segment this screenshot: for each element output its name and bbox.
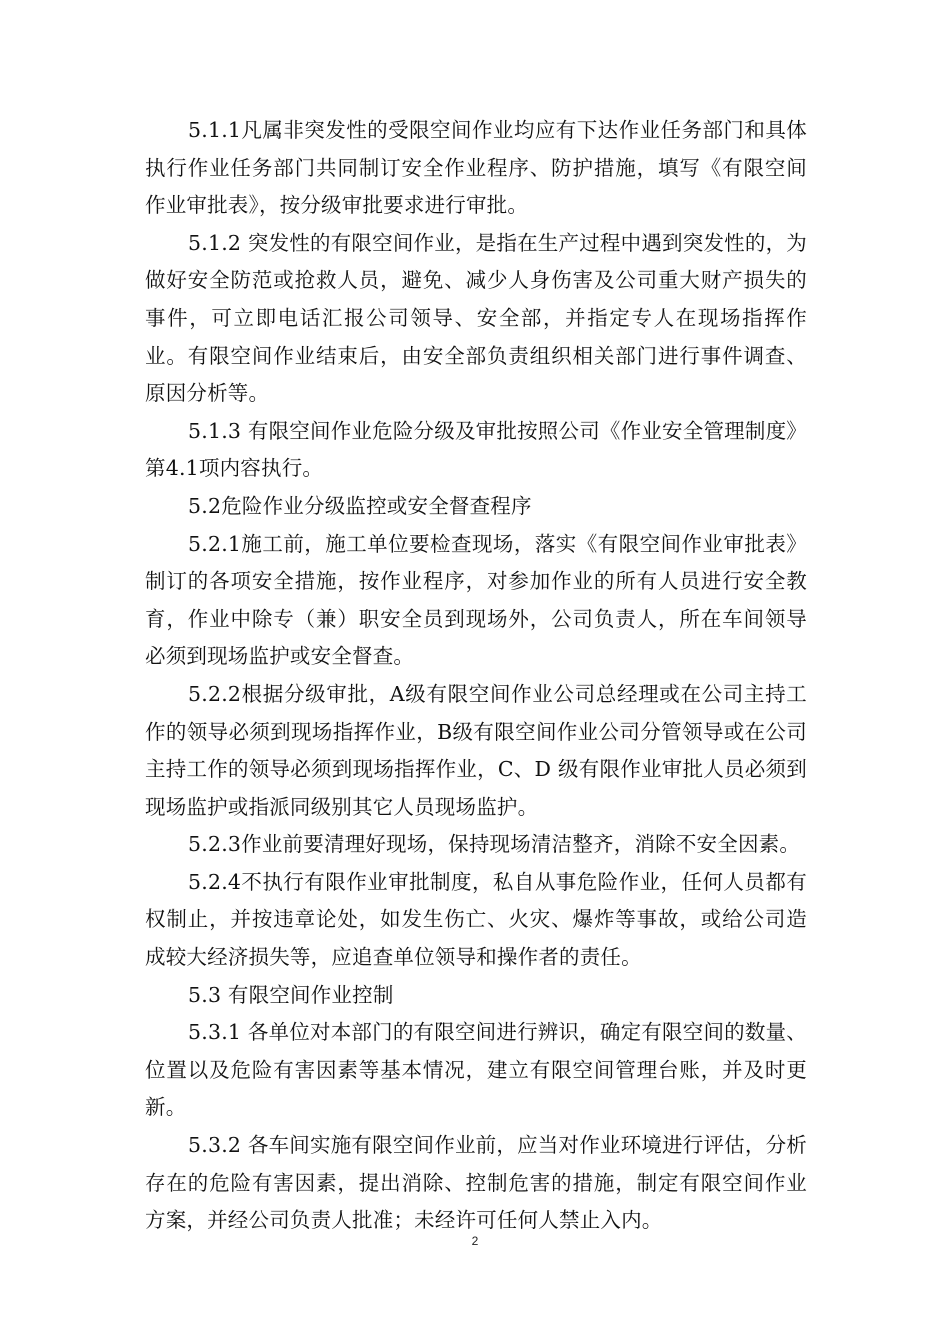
- paragraph-5-2-2: 5.2.2根据分级审批，A级有限空间作业公司总经理或在公司主持工作的领导必须到现场指挥作业，B级有限空间作业公司分管领导或在公司主持工作的领导必须到现场指挥作业，C、D 级有限作业审批人员必须到现场监护或指派同级别其它人员现场监护。: [145, 681, 807, 819]
- paragraph-5-3-2: 5.3.2 各车间实施有限空间作业前，应当对作业环境进行评估，分析存在的危险有害因素，提出消除、控制危害的措施，制定有限空间作业方案，并经公司负责人批准；未经许可任何人禁止入内。: [145, 1133, 807, 1233]
- paragraph-5-3-1: 5.3.1 各单位对本部门的有限空间进行辨识，确定有限空间的数量、位置以及危险有害因素等基本情况，建立有限空间管理台账，并及时更新。: [145, 1020, 807, 1120]
- paragraph-5-2-1: 5.2.1施工前，施工单位要检查现场，落实《有限空间作业审批表》制订的各项安全措施，按作业程序，对参加作业的所有人员进行安全教育，作业中除专（兼）职安全员到现场外，公司负责人，所在车间领导必须到现场监护或安全督查。: [145, 531, 807, 669]
- section-heading-5-2: 5.2危险作业分级监控或安全督查程序: [188, 493, 532, 518]
- paragraph-5-1-1: 5.1.1凡属非突发性的受限空间作业均应有下达作业任务部门和具体执行作业任务部门共同制订安全作业程序、防护措施，填写《有限空间作业审批表》，按分级审批要求进行审批。: [145, 118, 807, 218]
- document-body: [145, 112, 807, 1240]
- paragraph-5-2-4: 5.2.4不执行有限作业审批制度，私自从事危险作业，任何人员都有权制止，并按违章论处，如发生伤亡、火灾、爆炸等事故，或给公司造成较大经济损失等，应追查单位领导和操作者的责任。: [145, 869, 807, 970]
- paragraph-5-1-3: 5.1.3 有限空间作业危险分级及审批按照公司《作业安全管理制度》第4.1项内容执行。: [145, 418, 807, 481]
- paragraph-5-2-3: 5.2.3作业前要清理好现场，保持现场清洁整齐，消除不安全因素。: [188, 832, 801, 857]
- page-number: 2: [471, 1234, 479, 1248]
- paragraph-5-1-2: 5.1.2 突发性的有限空间作业，是指在生产过程中遇到突发性的，为做好安全防范或抢救人员，避免、减少人身伤害及公司重大财产损失的事件，可立即电话汇报公司领导、安全部，并指定专人在现场指挥作业。有限空间作业结束后，由安全部负责组织相关部门进行事件调查、原因分析等。: [145, 230, 807, 406]
- section-heading-5-3: 5.3 有限空间作业控制: [188, 982, 394, 1007]
